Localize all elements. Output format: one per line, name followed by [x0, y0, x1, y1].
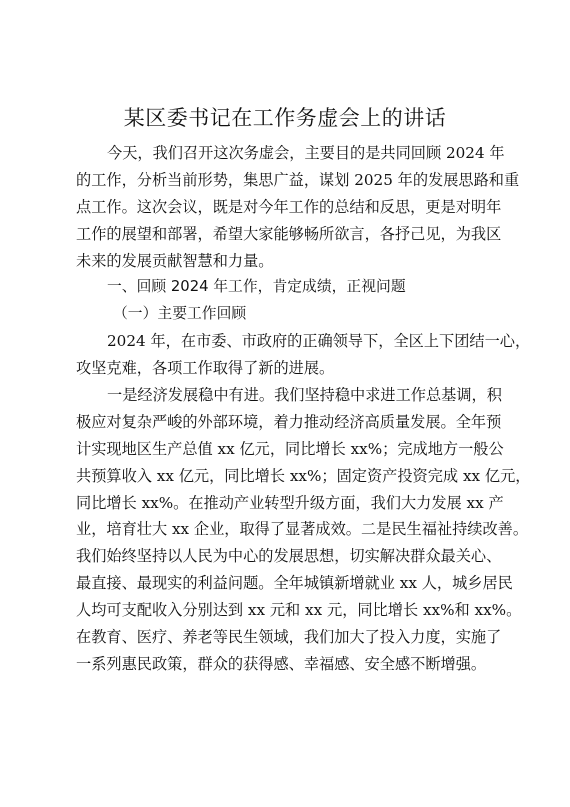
paragraph-line: 业，培育壮大 xx 企业，取得了显著成效。二是民生福祉持续改善。	[76, 520, 529, 539]
paragraph-line: 的工作，分析当前形势，集思广益，谋划 2025 年的发展思路和重	[76, 170, 520, 189]
paragraph-line: 一是经济发展稳中有进。我们坚持稳中求进工作总基调，积	[107, 386, 502, 405]
paragraph-line: 同比增长 xx%。在推动产业转型升级方面，我们大力发展 xx 产	[76, 493, 504, 512]
paragraph-line: 共预算收入 xx 亿元，同比增长 xx%；固定资产投资完成 xx 亿元，	[76, 466, 531, 485]
paragraph-line: 在教育、医疗、养老等民生领域，我们加大了投入力度，实施了	[76, 628, 502, 647]
subsection-heading: （一）主要工作回顾	[113, 305, 247, 323]
paragraph-line: 攻坚克难，各项工作取得了新的进展。	[76, 359, 335, 378]
section-heading: 一、回顾 2024 年工作，肯定成绩，正视问题	[107, 278, 406, 296]
document-title: 某区委书记在工作务虚会上的讲话	[123, 106, 447, 130]
document-body	[76, 140, 531, 678]
paragraph-line: 2024 年，在市委、市政府的正确领导下，全区上下团结一心，	[107, 332, 531, 351]
paragraph-line: 今天，我们召开这次务虚会，主要目的是共同回顾 2024 年	[107, 144, 505, 162]
paragraph-line: 计实现地区生产总值 xx 亿元，同比增长 xx%；完成地方一般公	[76, 439, 504, 458]
paragraph-line: 最直接、最现实的利益问题。全年城镇新增就业 xx 人，城乡居民	[76, 574, 513, 593]
paragraph-line: 工作的展望和部署，希望大家能够畅所欲言，各抒己见，为我区	[76, 224, 502, 243]
paragraph-line: 点工作。这次会议，既是对今年工作的总结和反思，更是对明年	[76, 197, 502, 216]
paragraph-line: 我们始终坚持以人民为中心的发展思想，切实解决群众最关心、	[76, 547, 502, 566]
paragraph-line: 人均可支配收入分别达到 xx 元和 xx 元，同比增长 xx%和 xx%。	[76, 601, 522, 620]
paragraph-line: 未来的发展贡献智慧和力量。	[76, 251, 274, 270]
paragraph-line: 极应对复杂严峻的外部环境，着力推动经济高质量发展。全年预	[76, 412, 502, 431]
paragraph-line: 一系列惠民政策，群众的获得感、幸福感、安全感不断增强。	[76, 654, 487, 673]
